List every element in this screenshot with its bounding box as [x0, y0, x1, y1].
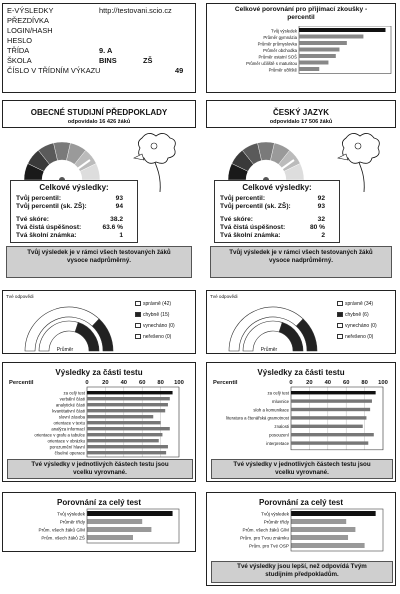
cj-tick-label: 100 [378, 380, 388, 386]
osp-compare-bar [87, 527, 151, 532]
legend-swatch-icon [337, 334, 343, 339]
cj-compare-title: Porovnání za celý test [258, 498, 344, 507]
cj-results-title: Celkové výsledky: [242, 183, 312, 192]
osp-part-label: kvantitativní části [52, 408, 85, 414]
cj-tick-label: 60 [342, 380, 350, 386]
osp-header [2, 100, 196, 128]
osp-part-label: analýza informací [51, 426, 85, 432]
overall-bar [299, 28, 385, 32]
cj-tick-label: 40 [324, 380, 332, 386]
header-cislo-value: 49 [175, 66, 184, 75]
cj-part-label: interpretace [266, 440, 289, 446]
overall-comparison-box [206, 3, 396, 93]
osp-title: OBECNÉ STUDIJNÍ PŘEDPOKLADY [30, 108, 168, 117]
overall-bar [299, 48, 339, 52]
osp-part-bar [87, 445, 168, 448]
cj-parts-title: Výsledky za části testu [257, 368, 345, 377]
cj-compare-label: Prům. pro Tvou známku [240, 535, 289, 541]
overall-bar-label: Průměr ostatní SOŠ [258, 54, 297, 60]
cj-parts-verdict: Tvé výsledky v jednotlivých částech testu jsou vcelku vyrovnané. [211, 459, 393, 479]
cj-parts-chart [207, 375, 397, 459]
cj-row-label: Tvůj percentil (sk. ZŠ): [220, 203, 291, 210]
osp-answers-box [2, 290, 196, 354]
osp-part-bar [87, 415, 153, 418]
overall-comparison-chart [207, 26, 397, 92]
cj-part-label: literatura a čtenářská gramotnost [226, 415, 289, 421]
cj-legend-unsolved: neřešeno (0) [337, 334, 373, 340]
overall-bar-label: Průměr učiliště s maturitou [246, 60, 297, 66]
cj-compare-bar [291, 519, 346, 524]
osp-flower-icon [138, 133, 175, 163]
osp-tick-label: 60 [138, 380, 146, 386]
overall-bar [299, 35, 363, 39]
osp-part-bar [87, 433, 162, 436]
cj-part-label: sloh a komunikace [253, 407, 289, 413]
osp-row-value: 1 [119, 232, 123, 239]
osp-compare-bar [87, 519, 142, 524]
osp-tick-label: 80 [157, 380, 164, 386]
osp-subtitle: odpovídalo 16 426 žáků [67, 119, 131, 125]
cj-title: ČESKÝ JAZYK [272, 108, 329, 117]
cj-verdict: Tvůj výsledek je v rámci všech testovaných žáků vysoce nadprůměrný. [210, 246, 392, 278]
cj-parts-box [206, 362, 396, 482]
cj-row-label: Tvá čistá úspěšnost: [220, 224, 286, 231]
osp-part-bar [87, 397, 170, 400]
header-label-heslo: HESLO [7, 36, 33, 45]
osp-row-label: Tvá čistá úspěšnost: [16, 224, 82, 231]
cj-row-value: 92 [317, 195, 325, 202]
osp-row-value: 38.2 [110, 216, 123, 223]
osp-compare-label: Průměr třídy [59, 519, 85, 525]
osp-compare-bar [87, 511, 173, 516]
osp-compare-label: Prům. všech žáků ZŠ [41, 535, 85, 541]
osp-answers-chart [5, 299, 135, 353]
osp-part-label: za celý test [63, 390, 85, 396]
cj-compare-label: Prům. všech žáků G/M [242, 527, 289, 533]
cj-tick-label: 0 [289, 380, 293, 386]
cj-compare-chart [207, 507, 397, 559]
legend-swatch-icon [135, 301, 141, 306]
legend-swatch-icon [337, 323, 343, 328]
osp-parts-verdict: Tvé výsledky v jednotlivých částech testu jsou vcelku vyrovnané. [7, 459, 193, 479]
cj-legend-skipped: vynecháno (0) [337, 323, 377, 329]
cj-compare-label: Prům. pro Tvé OSP [249, 543, 289, 549]
cj-legend-wrong: chybně (6) [337, 312, 369, 318]
legend-swatch-icon [135, 312, 141, 317]
cj-percentile-label: Percentil [213, 380, 238, 386]
legend-swatch-icon [135, 334, 141, 339]
cj-compare-bar [291, 527, 355, 532]
osp-average-label: Průměr [56, 347, 74, 353]
osp-row-label: Tvůj percentil: [16, 195, 62, 202]
osp-answers-title: Tvé odpovědi [6, 294, 34, 299]
legend-swatch-icon [135, 323, 141, 328]
cj-compare-bar [291, 543, 365, 548]
overall-bar-label: Průměr průmyslovka [257, 41, 297, 47]
osp-part-bar [87, 427, 170, 430]
osp-compare-box [2, 492, 196, 552]
overall-comparison-title: Celkové porovnání pro přijímací zkoušky - percentil [234, 6, 368, 21]
overall-bar [299, 67, 319, 71]
cj-part-label: za celý test [267, 390, 289, 396]
osp-compare-label: Tvůj výsledek [57, 511, 85, 517]
cj-part-bar [291, 399, 372, 402]
overall-bar-label: Tvůj výsledek [270, 28, 297, 34]
cj-flower-icon [342, 133, 379, 163]
osp-compare-title: Porovnání za celý test [56, 498, 142, 507]
login-info-box [2, 3, 196, 93]
osp-parts-chart [3, 375, 197, 459]
osp-row-value: 94 [115, 203, 123, 210]
header-label-skola: ŠKOLA [7, 56, 32, 65]
osp-compare-chart [3, 507, 197, 551]
cj-part-bar [291, 441, 368, 444]
cj-tick-label: 80 [361, 380, 368, 386]
osp-part-bar [87, 391, 173, 394]
cj-row-value: 93 [317, 203, 325, 210]
osp-results-panel [10, 180, 138, 243]
cj-compare-label: Průměr třídy [263, 519, 289, 525]
header-trida-value: 9. A [99, 46, 113, 55]
osp-row-value: 63.6 % [102, 224, 123, 231]
overall-bar [299, 41, 347, 45]
cj-answers-chart [209, 299, 339, 353]
cj-compare-bar [291, 511, 376, 516]
osp-percentile-label: Percentil [9, 380, 34, 386]
osp-tick-label: 20 [102, 380, 109, 386]
cj-part-bar [291, 408, 370, 411]
cj-part-label: mluvnice [272, 398, 289, 404]
cj-tick-label: 20 [306, 380, 313, 386]
cj-compare-box [206, 492, 396, 586]
osp-tick-label: 0 [85, 380, 89, 386]
osp-compare-label: Prům. všech žáků G/M [38, 527, 85, 533]
cj-row-label: Tvé skóre: [220, 216, 253, 223]
header-label-login: LOGIN/HASH [7, 26, 53, 35]
osp-part-label: slovní zásoba [58, 414, 85, 420]
cj-row-label: Tvůj percentil: [220, 195, 266, 202]
cj-part-bar [291, 416, 366, 419]
osp-part-label: verbální části [59, 396, 85, 402]
cj-section [206, 100, 396, 590]
osp-flower-center-icon [151, 143, 157, 149]
overall-bar-label: Průměr gymnázia [263, 34, 297, 40]
header-label-evysledky: E-VÝSLEDKY [7, 6, 54, 15]
osp-row-label: Tvá školní známka: [16, 232, 77, 239]
osp-part-bar [87, 403, 168, 406]
cj-compare-verdict: Tvé výsledky jsou lepší, než odpovídá Tvým studijním předpokladům. [211, 561, 393, 583]
osp-legend-correct: správně (42) [135, 301, 171, 307]
header-skola-value: BINS [99, 56, 117, 65]
osp-tick-label: 40 [120, 380, 128, 386]
cj-flower-center-icon [355, 143, 361, 149]
osp-part-label: orientace v grafu a tabulce [34, 432, 85, 438]
overall-bar [299, 54, 336, 58]
osp-row-value: 93 [115, 195, 123, 202]
osp-part-bar [87, 421, 161, 424]
osp-parts-title: Výsledky za části testu [55, 368, 143, 377]
cj-part-label: znalosti [274, 424, 289, 430]
header-label-cislo: ČÍSLO V TŘÍDNÍM VÝKAZU [7, 66, 101, 75]
cj-answers-title: Tvé odpovědi [210, 294, 238, 299]
cj-legend-correct: správně (34) [337, 301, 373, 307]
header-url[interactable]: http://testovani.scio.cz [99, 6, 172, 15]
osp-verdict: Tvůj výsledek je v rámci všech testovaných žáků vysoce nadprůměrný. [6, 246, 192, 278]
legend-swatch-icon [337, 312, 343, 317]
cj-row-value: 2 [321, 232, 325, 239]
osp-row-label: Tvé skóre: [16, 216, 49, 223]
osp-part-bar [87, 439, 159, 442]
osp-results-title: Celkové výsledky: [39, 183, 109, 192]
osp-legend-skipped: vynecháno (0) [135, 323, 175, 329]
cj-results-panel [214, 180, 340, 243]
osp-parts-box [2, 362, 196, 482]
osp-compare-bar [87, 535, 133, 540]
osp-section [2, 100, 196, 590]
overall-bar-label: Průměr obchodka [263, 47, 297, 53]
legend-swatch-icon [337, 301, 343, 306]
cj-compare-bar [291, 535, 348, 540]
osp-part-label: porozumění hlavní [49, 444, 85, 450]
cj-subtitle: odpovídalo 17 506 žáků [269, 119, 333, 125]
osp-part-bar [87, 451, 166, 454]
cj-part-bar [291, 391, 376, 394]
cj-part-label: posouzení [269, 432, 289, 438]
cj-row-value: 80 % [309, 224, 325, 231]
osp-part-bar [87, 409, 165, 412]
overall-bar [299, 61, 328, 65]
header-skola-type: ZŠ [143, 56, 153, 65]
cj-compare-label: Tvůj výsledek [261, 511, 289, 517]
cj-part-bar [291, 425, 363, 428]
header-label-trida: TŘÍDA [7, 46, 30, 55]
osp-legend-unsolved: neřešeno (0) [135, 334, 171, 340]
osp-row-label: Tvůj percentil (sk. ZŠ): [16, 203, 87, 210]
cj-average-label: Průměr [260, 347, 278, 353]
osp-tick-label: 100 [174, 380, 184, 386]
cj-answers-box [206, 290, 396, 354]
osp-part-label: analytické části [55, 402, 85, 408]
cj-header [206, 100, 396, 128]
osp-part-label: číselné operace [54, 450, 85, 456]
overall-bar-label: Průměr učiliště [268, 67, 297, 73]
osp-part-label: orientace v obrázku [47, 438, 85, 444]
osp-legend-wrong: chybně (15) [135, 312, 169, 318]
cj-row-value: 32 [317, 216, 325, 223]
osp-part-label: orientace v textu [53, 420, 85, 426]
cj-part-bar [291, 433, 374, 436]
cj-row-label: Tvá školní známka: [220, 232, 281, 239]
header-label-prezdivka: PŘEZDÍVKA [7, 16, 49, 25]
